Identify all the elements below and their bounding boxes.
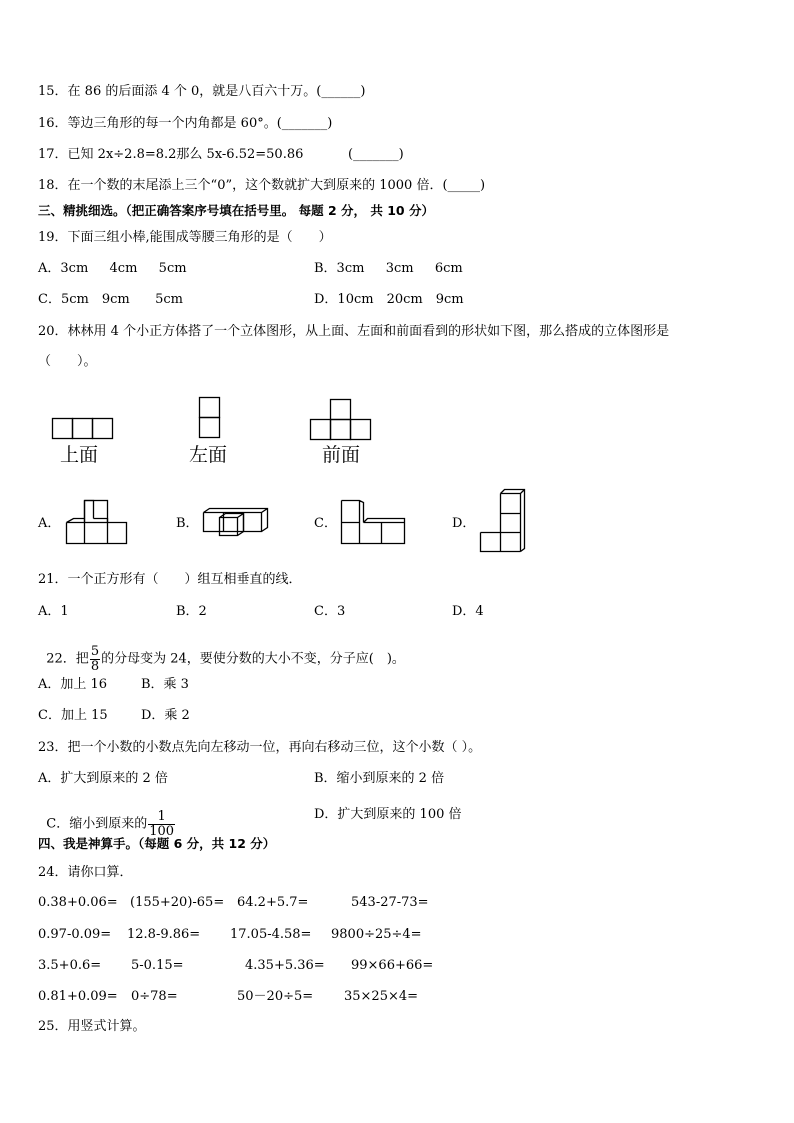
- q24-stem: 24．请你口算．: [38, 865, 133, 880]
- calc-0-3: 543-27-73=: [351, 895, 429, 910]
- fraction-1-100: [148, 810, 175, 838]
- section-3-heading: 三、精挑细选。（把正确答案序号填在括号里。 每题 2 分， 共 10 分）: [38, 203, 434, 218]
- q20-stem-cont: （ ）。: [38, 354, 97, 369]
- q23-option-b[interactable]: B．缩小到原来的 2 倍: [314, 771, 445, 786]
- calc-1-3: 9800÷25÷4=: [331, 927, 422, 942]
- top-view-caption: 上面: [60, 444, 99, 466]
- q21-option-c[interactable]: C．3: [314, 604, 346, 619]
- left-view-caption: 左面: [189, 444, 228, 466]
- q20-option-c[interactable]: C．: [314, 516, 337, 531]
- calc-2-3: 99×66+66=: [351, 958, 434, 973]
- calc-1-0: 0.97-0.09=: [38, 927, 112, 942]
- calc-0-0: 0.38+0.06=: [38, 895, 118, 910]
- calc-3-3: 35×25×4=: [344, 989, 419, 1004]
- q19-option-d[interactable]: D．10cm 20cm 9cm: [314, 292, 464, 307]
- q19-stem: 19．下面三组小棒,能围成等腰三角形的是（ ）: [38, 230, 332, 245]
- calc-3-2: 50－20÷5=: [237, 989, 314, 1004]
- calc-2-2: 4.35+5.36=: [245, 958, 325, 973]
- q20-option-a[interactable]: A．: [38, 516, 61, 531]
- q22-stem-pre: 22．把: [46, 651, 89, 667]
- calc-2-0: 3.5+0.6=: [38, 958, 102, 973]
- q19-option-a[interactable]: A．3cm 4cm 5cm: [38, 261, 187, 276]
- q17-text: 17．已知 2x÷2.8=8.2那么 5x-6.52=50.86: [38, 147, 304, 162]
- q21-stem: 21．一个正方形有（ ）组互相垂直的线．: [38, 572, 302, 587]
- q17-blank[interactable]: (_______): [348, 147, 404, 162]
- q21-option-a[interactable]: A．1: [38, 604, 69, 619]
- calc-3-0: 0.81+0.09=: [38, 989, 118, 1004]
- q23-stem: 23．把一个小数的小数点先向左移动一位，再向右移动三位，这个小数（ ）。: [38, 740, 482, 755]
- q15-text: 15．在 86 的后面添 4 个 0，就是八百六十万。(______): [38, 84, 366, 99]
- fraction-denominator: 8: [90, 658, 100, 674]
- q20-option-a-figure[interactable]: [66, 500, 132, 546]
- q23-option-c-text: C．缩小到原来的: [46, 816, 148, 832]
- q23-option-d[interactable]: D．扩大到原来的 100 倍: [314, 807, 462, 822]
- front-view-figure: [310, 399, 372, 441]
- q23-option-c[interactable]: [38, 797, 176, 838]
- q22-option-c[interactable]: C．加上 15: [38, 708, 108, 723]
- front-view-caption: 前面: [322, 444, 361, 466]
- top-view-figure: [52, 418, 114, 440]
- q19-option-b[interactable]: B．3cm 3cm 6cm: [314, 261, 463, 276]
- q20-option-b-figure[interactable]: [203, 508, 269, 538]
- fraction-numerator: 1: [148, 810, 175, 825]
- q20-option-d-figure[interactable]: [480, 489, 528, 553]
- q22-option-a[interactable]: A．加上 16: [38, 677, 108, 692]
- calc-1-2: 17.05-4.58=: [230, 927, 312, 942]
- calc-0-1: (155+20)-65=: [130, 895, 225, 910]
- q21-option-b[interactable]: B．2: [176, 604, 207, 619]
- q22-option-d[interactable]: D．乘 2: [141, 708, 190, 723]
- q20-option-b[interactable]: B．: [176, 516, 199, 531]
- q20-option-c-figure[interactable]: [341, 500, 409, 546]
- fraction-denominator: 100: [149, 823, 175, 839]
- q16-text: 16．等边三角形的每一个内角都是 60°。(_______): [38, 116, 333, 131]
- calc-0-2: 64.2+5.7=: [237, 895, 309, 910]
- q21-option-d[interactable]: D．4: [452, 604, 484, 619]
- fraction-numerator: 5: [90, 644, 100, 659]
- q22-option-b[interactable]: B．乘 3: [141, 677, 189, 692]
- section-4-heading: 四、我是神算手。（每题 6 分，共 12 分）: [38, 836, 276, 851]
- q25-text: 25．用竖式计算。: [38, 1019, 146, 1034]
- calc-2-1: 5-0.15=: [131, 958, 184, 973]
- q22-stem-post: 的分母变为 24，要使分数的大小不变，分子应( )。: [101, 651, 405, 667]
- q22-stem: [38, 632, 405, 673]
- left-view-figure: [199, 397, 221, 439]
- q23-option-a[interactable]: A．扩大到原来的 2 倍: [38, 771, 168, 786]
- calc-1-1: 12.8-9.86=: [127, 927, 201, 942]
- q20-stem: 20．林林用 4 个小正方体搭了一个立体图形，从上面、左面和前面看到的形状如下图，那么搭成的立体图形是: [38, 324, 670, 339]
- fraction-5-8: [90, 645, 100, 673]
- q19-option-c[interactable]: C．5cm 9cm 5cm: [38, 292, 183, 307]
- calc-3-1: 0÷78=: [131, 989, 178, 1004]
- q20-option-d[interactable]: D．: [452, 516, 476, 531]
- q18-text: 18．在一个数的末尾添上三个“0”，这个数就扩大到原来的 1000 倍．(_____): [38, 178, 486, 193]
